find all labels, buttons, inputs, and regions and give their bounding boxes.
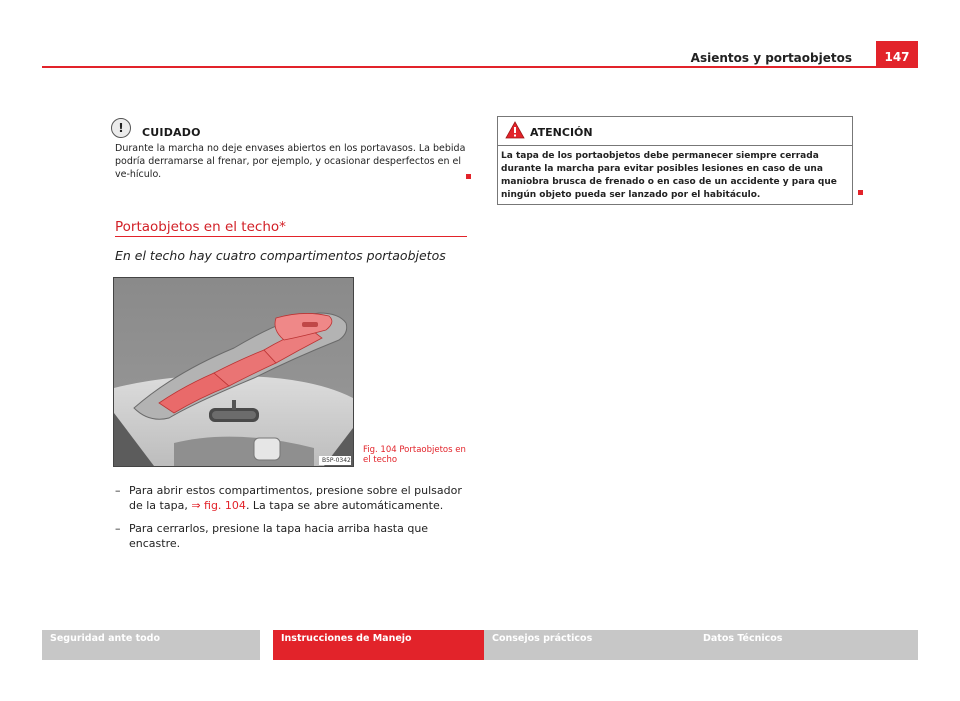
instruction-step — [115, 521, 475, 551]
step-dash: – — [115, 522, 121, 535]
figure-reference-link[interactable]: ⇒ fig. 104 — [191, 499, 246, 512]
exclamation-circle-icon: ! — [111, 118, 131, 138]
footer-tab-instrucciones[interactable]: Instrucciones de Manejo — [273, 630, 491, 660]
figure-caption: Fig. 104 Portaobjetos en el techo — [363, 445, 466, 465]
footer-tab-consejos[interactable]: Consejos prácticos — [484, 630, 702, 660]
roof-storage-illustration — [114, 278, 353, 466]
caution-title: CUIDADO — [142, 126, 201, 139]
step-text-end: . La tapa se abre automáticamente. — [245, 499, 444, 512]
step-text: Para cerrarlos, presione la tapa hacia arriba hasta que encastre. — [129, 522, 429, 550]
caution-body: Durante la marcha no deje envases abiertos en los portavasos. La bebida podría derramarse al frenar, por ejemplo, y ocasionar desperfectos en el ve-hículo. — [115, 143, 466, 180]
figure-code: B5P-0342 — [322, 457, 351, 464]
warning-body: La tapa de los portaobjetos debe permanecer siempre cerrada durante la marcha para evitar posibles lesiones en caso de una maniobra brusca de frenado o en caso de un accidente y para que ningún objeto pueda ser lanzado por el habitáculo. — [501, 151, 837, 200]
warning-title: ATENCIÓN — [530, 126, 593, 139]
step-dash: – — [115, 484, 121, 497]
end-of-section-marker — [858, 190, 863, 195]
running-header-title: Asientos y portaobjetos — [690, 51, 852, 65]
roof-storage-figure — [113, 277, 354, 467]
instruction-step — [115, 483, 475, 513]
page-number: 147 — [876, 41, 918, 68]
section-rule — [115, 236, 467, 237]
section-subtitle: En el techo hay cuatro compartimentos portaobjetos — [115, 248, 446, 263]
warning-triangle-icon — [505, 121, 525, 143]
header-rule — [42, 66, 918, 68]
section-heading: Portaobjetos en el techo* — [115, 219, 286, 235]
end-of-section-marker — [466, 174, 471, 179]
step-text: Para abrir estos compartimentos, presione sobre el pulsador de la tapa, — [129, 484, 462, 512]
footer-tab-seguridad[interactable]: Seguridad ante todo — [42, 630, 260, 660]
footer-tab-datos[interactable]: Datos Técnicos — [695, 630, 918, 660]
